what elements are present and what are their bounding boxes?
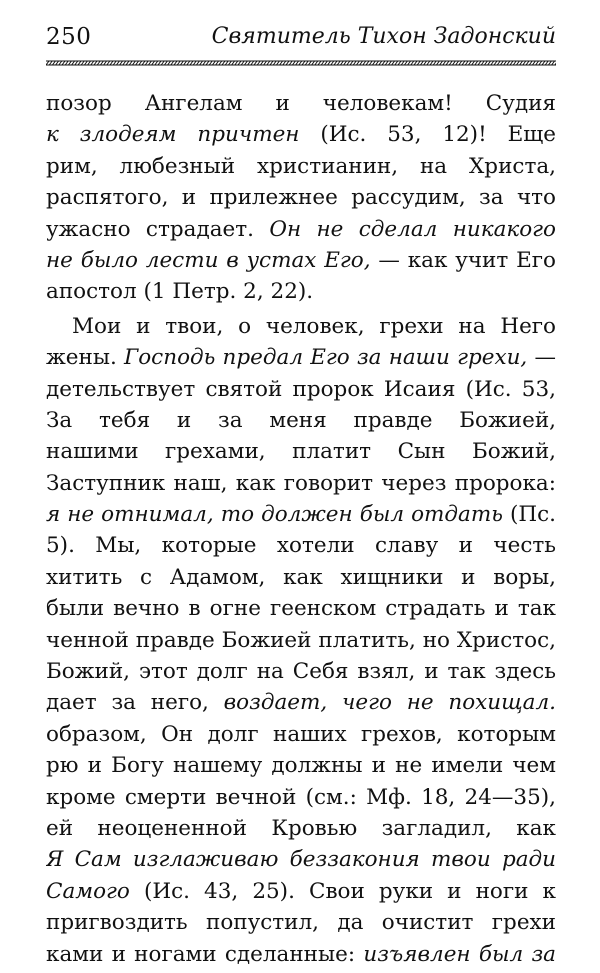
text-line [46,182,556,213]
text-line [46,656,556,687]
text-line [46,625,556,656]
text-run: рю и Богу нашему должны и не имели чем [46,753,556,779]
italic-quote: Самого [46,878,130,904]
text-line [46,214,556,245]
text-line [46,876,556,907]
text-run: (Пс. [509,502,556,528]
text-run: позор Ангелам и человекам! Судия [46,91,556,116]
text-run: ками и ногами сделанные: [46,941,364,967]
text-line [46,499,556,530]
text-run: ченной правде Божией платить, но Христос, [46,627,556,653]
italic-quote: Он не сделал никакого [269,216,556,242]
text-run: нашими грехами, платит Сын Божий, [46,439,556,465]
text-line [46,342,556,373]
italic-quote: не было лести в устах Его, [46,247,371,273]
text-run: — [534,345,556,371]
text-run: Божий, этот долг на Себя взял, и так здесь [46,659,556,685]
rope-rule-graphic [46,60,556,66]
text-run: рим, любезный христианин, на Христа, [46,153,556,179]
text-line [46,374,556,405]
text-run: кроме смерти вечной (см.: Мф. 18, 24—35), [46,784,556,810]
text-line [46,436,556,467]
text-line [46,276,556,307]
text-run: 5). Мы, которые хотели славу и честь [46,533,556,559]
page-number: 250 [46,24,92,50]
text-run: дает за него, [46,690,224,716]
running-title: Святитель Тихон Задонский [211,24,556,49]
italic-quote: Я Сам изглаживаю беззакония твои ради [46,847,556,873]
text-run: Мои и твои, о человек, грехи на Него [72,313,556,339]
text-run: — как учит Его [370,247,556,273]
text-line [46,151,556,182]
text-line [46,593,556,624]
text-line [46,782,556,813]
text-run: образом, Он долг наших грехов, которым [46,721,556,747]
text-line [46,844,556,875]
text-line [46,907,556,938]
text-run: распятого, и прилежнее рассудим, за что [46,185,556,211]
page-header [46,20,556,56]
text-run: хитить с Адамом, как хищники и воры, [46,564,556,590]
text-run: (Ис. 43, 25). Свои руки и ноги к [143,878,556,904]
italic-quote: воздает, чего не похищал. [223,690,556,716]
text-line [46,405,556,436]
text-line [46,468,556,499]
text-line [46,119,556,150]
text-line [46,245,556,276]
text-line [46,562,556,593]
text-run: За тебя и за меня правде Божией, [46,407,556,433]
text-line [46,88,556,119]
text-run: ужасно страдает. [46,216,270,242]
text-run: Заступник наш, как говорит через пророка: [46,470,556,496]
text-line [46,719,556,750]
paragraph [46,88,556,308]
text-run: жены. [46,345,124,371]
header-ornamental-rule [46,60,556,66]
text-run: апостол (1 Петр. 2, 22). [46,279,314,305]
text-line [46,311,556,342]
text-line [46,750,556,781]
paragraph [46,311,556,970]
italic-quote: я не отнимал, то должен был отдать [46,502,503,528]
body-text [46,88,556,973]
text-run: (Ис. 53, 12)! Еще [320,122,556,148]
text-run: детельствует святой пророк Исаия (Ис. 53, [46,376,556,402]
text-line [46,530,556,561]
italic-quote: Господь предал Его за наши грехи, [124,345,528,371]
text-line [46,939,556,970]
italic-quote: изъявлен был за [363,941,556,967]
text-run: ей неоцененной Кровью загладил, как [46,816,556,841]
italic-quote: к злодеям причтен [46,122,300,148]
text-run: пригвоздить попустил, да очистит грехи [46,910,556,936]
text-run: были вечно в огне геенском страдать и так [46,596,556,622]
text-line [46,813,556,844]
text-line [46,687,556,718]
